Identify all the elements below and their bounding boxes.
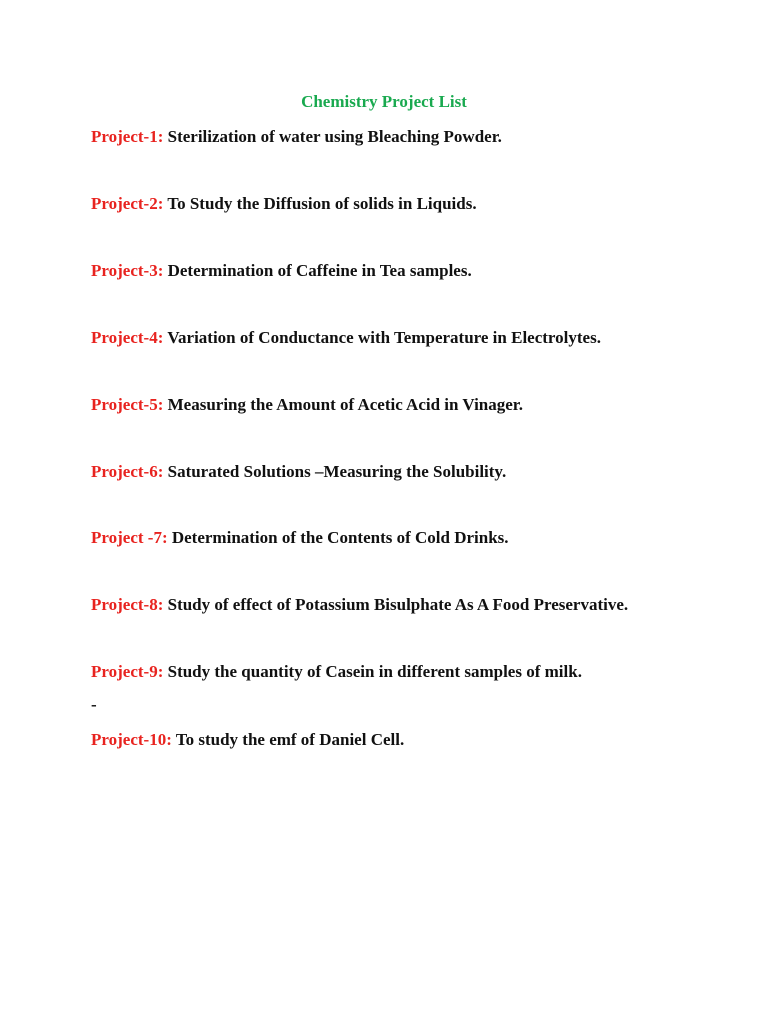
- project-item: [91, 594, 628, 616]
- project-description: Variation of Conductance with Temperature in Electrolytes.: [167, 328, 601, 347]
- project-item: [91, 729, 404, 751]
- project-item: [91, 193, 477, 215]
- stray-dash: -: [91, 695, 97, 714]
- project-description: Measuring the Amount of Acetic Acid in Vinager.: [167, 395, 524, 414]
- project-item: [91, 661, 582, 683]
- project-description: Study the quantity of Casein in different samples of milk.: [167, 662, 582, 681]
- project-item: [91, 394, 523, 416]
- project-description: Sterilization of water using Bleaching Powder.: [167, 127, 502, 146]
- project-item: [91, 260, 472, 282]
- project-label: Project-1:: [91, 127, 164, 146]
- project-label: Project-6:: [91, 462, 164, 481]
- project-description: To Study the Diffusion of solids in Liquids.: [167, 194, 477, 213]
- project-item: [91, 327, 601, 349]
- project-description: Determination of Caffeine in Tea samples.: [167, 261, 472, 280]
- project-label: Project-2:: [91, 194, 164, 213]
- project-item: [91, 461, 506, 483]
- project-description: Saturated Solutions –Measuring the Solubility.: [167, 462, 507, 481]
- project-item: [91, 126, 502, 148]
- project-label: Project-5:: [91, 395, 164, 414]
- project-description: To study the emf of Daniel Cell.: [175, 730, 405, 749]
- project-label: Project -7:: [91, 528, 168, 547]
- project-item: [91, 527, 509, 549]
- project-label: Project-10:: [91, 730, 172, 749]
- project-description: Determination of the Contents of Cold Drinks.: [171, 528, 509, 547]
- document-title: Chemistry Project List: [301, 92, 467, 111]
- project-label: Project-9:: [91, 662, 164, 681]
- project-description: Study of effect of Potassium Bisulphate As A Food Preservative.: [167, 595, 629, 614]
- project-label: Project-3:: [91, 261, 164, 280]
- project-label: Project-8:: [91, 595, 164, 614]
- project-label: Project-4:: [91, 328, 164, 347]
